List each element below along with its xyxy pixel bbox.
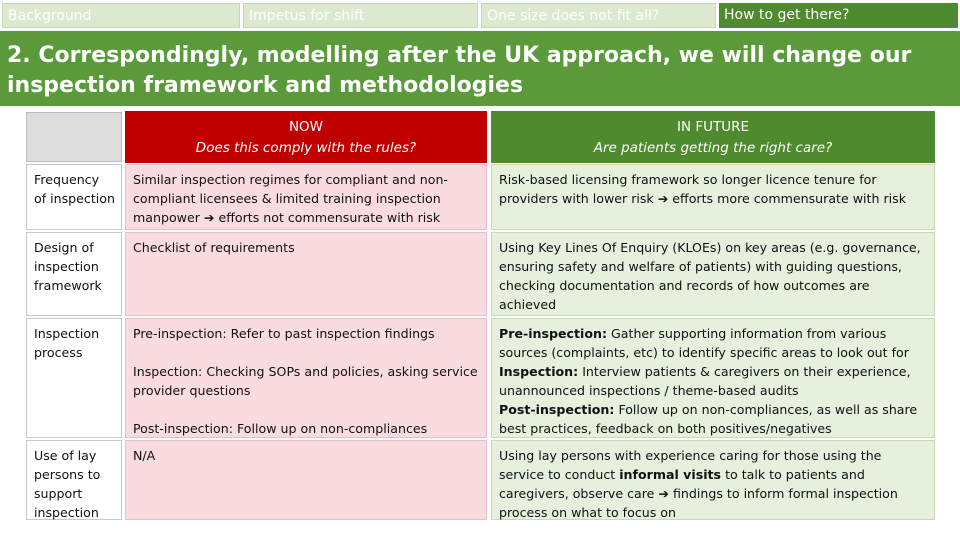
future-title: IN FUTURE — [676, 119, 750, 135]
tab-label: How to get there? — [724, 7, 850, 23]
tab-impetus-for-shift[interactable] — [243, 3, 478, 28]
tab-background[interactable] — [2, 3, 240, 28]
future-pre-text: Gather supporting information from various sources (complaints, etc) to identify specific areas to look out for — [499, 326, 909, 360]
future-insp-text: Interview patients & caregivers on their experience, unannounced inspections / theme-based audits — [499, 364, 911, 398]
now-inspection — [133, 362, 480, 400]
now-pre-inspection — [133, 324, 480, 343]
future-cell — [491, 440, 935, 520]
future-pre-inspection — [499, 324, 928, 362]
future-post-text: Follow up on non-compliances, as well as share best practices, feedback on both positives/negatives — [499, 402, 918, 436]
now-pre-label: Pre-inspection: — [133, 326, 227, 341]
now-cell: N/A — [125, 440, 487, 520]
future-cell: Using Key Lines Of Enquiry (KLOEs) on key areas (e.g. governance, ensuring safety and welfare of patients) with guiding questions, checking documentation and records of how outcomes are achieved — [491, 232, 935, 316]
tab-one-size[interactable] — [481, 3, 716, 28]
future-text-b: to talk to patients and caregivers, observe care ➔ findings to inform formal inspection process on what to focus on — [499, 467, 898, 520]
future-cell — [491, 318, 935, 438]
section-tabs — [0, 0, 960, 31]
table-row-process — [24, 318, 936, 438]
now-post-text: Follow up on non-compliances — [237, 421, 428, 436]
slide-title-line-2: inspection framework and methodologies — [7, 73, 524, 98]
now-column-header — [125, 111, 487, 163]
tab-label: Background — [8, 8, 92, 24]
future-insp-label: Inspection: — [499, 364, 579, 379]
table-row-design — [24, 232, 936, 316]
now-subtitle: Does this comply with the rules? — [195, 140, 417, 156]
now-title: NOW — [288, 119, 324, 135]
table-row-frequency — [24, 164, 936, 230]
table-corner-cell — [26, 112, 122, 162]
row-label: Design of inspection framework — [26, 232, 122, 316]
future-subtitle: Are patients getting the right care? — [593, 140, 833, 156]
now-post-label: Post-inspection: — [133, 421, 233, 436]
row-label: Frequency of inspection — [26, 164, 122, 230]
future-cell: Risk-based licensing framework so longer licence tenure for providers with lower risk ➔ efforts more commensurate with risk — [491, 164, 935, 230]
table-row-lay-persons — [24, 440, 936, 520]
now-cell: Checklist of requirements — [125, 232, 487, 316]
future-inspection — [499, 362, 928, 400]
now-cell: Similar inspection regimes for compliant and non-compliant licensees & limited training inspection manpower ➔ efforts not commensurate with risk — [125, 164, 487, 230]
tab-label: Impetus for shift — [249, 8, 365, 24]
future-pre-label: Pre-inspection: — [499, 326, 608, 341]
future-text-bold: informal visits — [619, 467, 722, 482]
slide-title — [0, 31, 960, 106]
future-post-inspection — [499, 400, 928, 438]
now-insp-text: Checking SOPs and policies, asking service provider questions — [133, 364, 478, 398]
now-cell — [125, 318, 487, 438]
future-column-header — [491, 111, 935, 163]
slide-title-line-1: 2. Correspondingly, modelling after the UK approach, we will change our — [7, 43, 912, 68]
tab-how-to-get-there[interactable] — [719, 3, 958, 28]
future-post-label: Post-inspection: — [499, 402, 615, 417]
future-text-a: Using lay persons with experience caring for those using the service to conduct — [499, 448, 882, 482]
now-post-inspection — [133, 419, 480, 438]
now-insp-label: Inspection: — [133, 364, 203, 379]
row-label: Inspection process — [26, 318, 122, 438]
row-label: Use of lay persons to support inspection — [26, 440, 122, 520]
now-pre-text: Refer to past inspection findings — [230, 326, 435, 341]
tab-label: One size does not fit all? — [487, 8, 660, 24]
